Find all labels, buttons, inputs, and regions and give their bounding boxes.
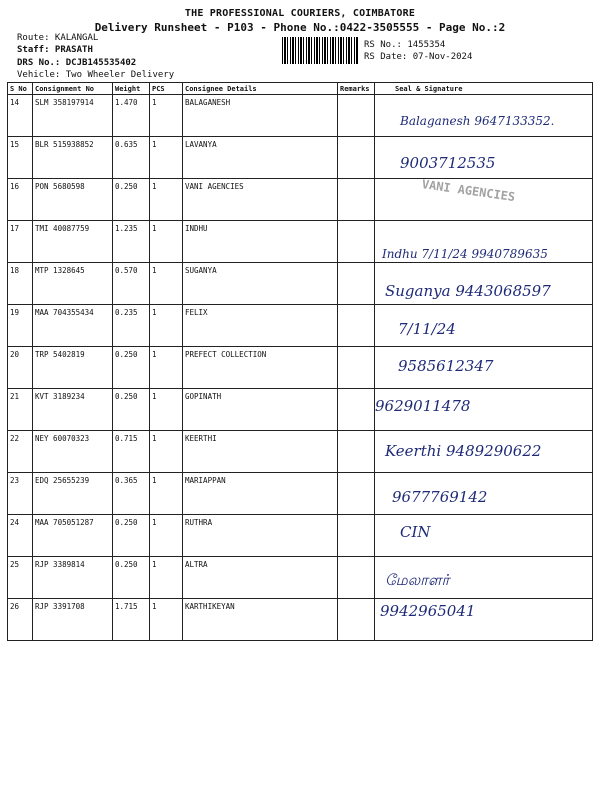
company-name: THE PROFESSIONAL COURIERS, COIMBATORE [184, 8, 416, 19]
table-row [8, 347, 593, 389]
cell-weight: 0.715 [113, 431, 150, 473]
cell-remarks [338, 137, 375, 179]
cell-sno: 24 [8, 515, 33, 557]
cell-pcs: 1 [150, 305, 183, 347]
signature: 9629011478 [375, 396, 471, 415]
col-weight: Weight [113, 83, 150, 95]
col-signature: Seal & Signature [375, 83, 593, 95]
cell-sno: 23 [8, 473, 33, 515]
cell-consignment: NEY 60070323 [33, 431, 113, 473]
cell-sno: 21 [8, 389, 33, 431]
cell-remarks [338, 179, 375, 221]
cell-consignee: GOPINATH [183, 389, 338, 431]
signature: Suganya 9443068597 [385, 282, 551, 300]
col-remarks: Remarks [338, 83, 375, 95]
cell-remarks [338, 347, 375, 389]
signature: 9677769142 [392, 487, 488, 506]
cell-weight: 0.250 [113, 557, 150, 599]
cell-consignee: KARTHIKEYAN [183, 599, 338, 641]
table-row [8, 137, 593, 179]
cell-remarks [338, 473, 375, 515]
cell-remarks [338, 557, 375, 599]
col-consignment: Consignment No [33, 83, 113, 95]
cell-consignee: VANI AGENCIES [183, 179, 338, 221]
cell-pcs: 1 [150, 179, 183, 221]
cell-pcs: 1 [150, 473, 183, 515]
cell-sno: 26 [8, 599, 33, 641]
cell-weight: 0.250 [113, 179, 150, 221]
barcode [282, 37, 358, 64]
cell-consignment: BLR 515938852 [33, 137, 113, 179]
cell-weight: 1.715 [113, 599, 150, 641]
table-row [8, 515, 593, 557]
table-row [8, 557, 593, 599]
signature: Indhu 7/11/24 9940789635 [382, 246, 548, 261]
table-row [8, 305, 593, 347]
col-pcs: PCS [150, 83, 183, 95]
signature: 9585612347 [398, 357, 494, 375]
cell-remarks [338, 389, 375, 431]
cell-weight: 1.235 [113, 221, 150, 263]
cell-weight: 0.235 [113, 305, 150, 347]
cell-consignment: MTP 1328645 [33, 263, 113, 305]
col-sno: S No [8, 83, 33, 95]
vehicle-label: Vehicle: Two Wheeler Delivery [17, 70, 175, 80]
drs-number: DRS No.: DCJB145535402 [17, 58, 137, 68]
cell-pcs: 1 [150, 263, 183, 305]
cell-consignee: SUGANYA [183, 263, 338, 305]
cell-consignee: MARIAPPAN [183, 473, 338, 515]
cell-remarks [338, 515, 375, 557]
staff-label: Staff: PRASATH [17, 45, 93, 55]
cell-remarks [338, 599, 375, 641]
cell-sno: 20 [8, 347, 33, 389]
rs-date: RS Date: 07-Nov-2024 [364, 52, 473, 62]
route-label: Route: KALANGAL [17, 33, 99, 43]
cell-pcs: 1 [150, 95, 183, 137]
table-row [8, 473, 593, 515]
cell-remarks [338, 221, 375, 263]
rs-number: RS No.: 1455354 [364, 40, 446, 50]
cell-consignment: PON 5680598 [33, 179, 113, 221]
cell-consignment: TMI 40087759 [33, 221, 113, 263]
table-header-row [8, 83, 593, 95]
cell-consignee: ALTRA [183, 557, 338, 599]
cell-weight: 0.250 [113, 347, 150, 389]
signature: Keerthi 9489290622 [385, 442, 542, 460]
cell-sno: 22 [8, 431, 33, 473]
signature: 7/11/24 [398, 319, 456, 338]
cell-pcs: 1 [150, 221, 183, 263]
cell-sno: 15 [8, 137, 33, 179]
cell-consignment: RJP 3391708 [33, 599, 113, 641]
cell-remarks [338, 95, 375, 137]
cell-pcs: 1 [150, 557, 183, 599]
cell-pcs: 1 [150, 515, 183, 557]
cell-remarks [338, 263, 375, 305]
cell-consignment: RJP 3389814 [33, 557, 113, 599]
cell-weight: 0.365 [113, 473, 150, 515]
vani-agencies-stamp: VANI AGENCIES [421, 177, 516, 205]
cell-consignee: LAVANYA [183, 137, 338, 179]
table-row [8, 389, 593, 431]
cell-consignment: SLM 358197914 [33, 95, 113, 137]
signature: CIN [400, 523, 431, 541]
cell-consignment: MAA 705051287 [33, 515, 113, 557]
cell-consignee: RUTHRA [183, 515, 338, 557]
col-consignee: Consignee Details [183, 83, 338, 95]
signature: 9942965041 [380, 602, 476, 620]
cell-consignment: EDQ 25655239 [33, 473, 113, 515]
cell-pcs: 1 [150, 137, 183, 179]
cell-pcs: 1 [150, 347, 183, 389]
signature: மேலாளர் [385, 570, 450, 589]
signature: Balaganesh 9647133352. [400, 114, 555, 128]
table-row [8, 599, 593, 641]
cell-sno: 17 [8, 221, 33, 263]
cell-consignee: PREFECT COLLECTION [183, 347, 338, 389]
cell-weight: 0.250 [113, 389, 150, 431]
signature: 9003712535 [400, 153, 496, 172]
cell-weight: 0.250 [113, 515, 150, 557]
cell-sno: 16 [8, 179, 33, 221]
cell-remarks [338, 305, 375, 347]
cell-sno: 19 [8, 305, 33, 347]
cell-sno: 14 [8, 95, 33, 137]
runsheet-table [7, 82, 593, 641]
runsheet-title: Delivery Runsheet - P103 - Phone No.:0422-3505555 - Page No.:2 [94, 21, 506, 34]
cell-consignment: MAA 704355434 [33, 305, 113, 347]
cell-pcs: 1 [150, 599, 183, 641]
cell-weight: 1.470 [113, 95, 150, 137]
cell-consignee: INDHU [183, 221, 338, 263]
cell-consignee: FELIX [183, 305, 338, 347]
cell-consignment: TRP 5402819 [33, 347, 113, 389]
cell-sno: 25 [8, 557, 33, 599]
cell-consignee: KEERTHI [183, 431, 338, 473]
cell-consignee: BALAGANESH [183, 95, 338, 137]
cell-sno: 18 [8, 263, 33, 305]
cell-remarks [338, 431, 375, 473]
cell-pcs: 1 [150, 389, 183, 431]
cell-pcs: 1 [150, 431, 183, 473]
cell-weight: 0.570 [113, 263, 150, 305]
cell-weight: 0.635 [113, 137, 150, 179]
cell-consignment: KVT 3189234 [33, 389, 113, 431]
